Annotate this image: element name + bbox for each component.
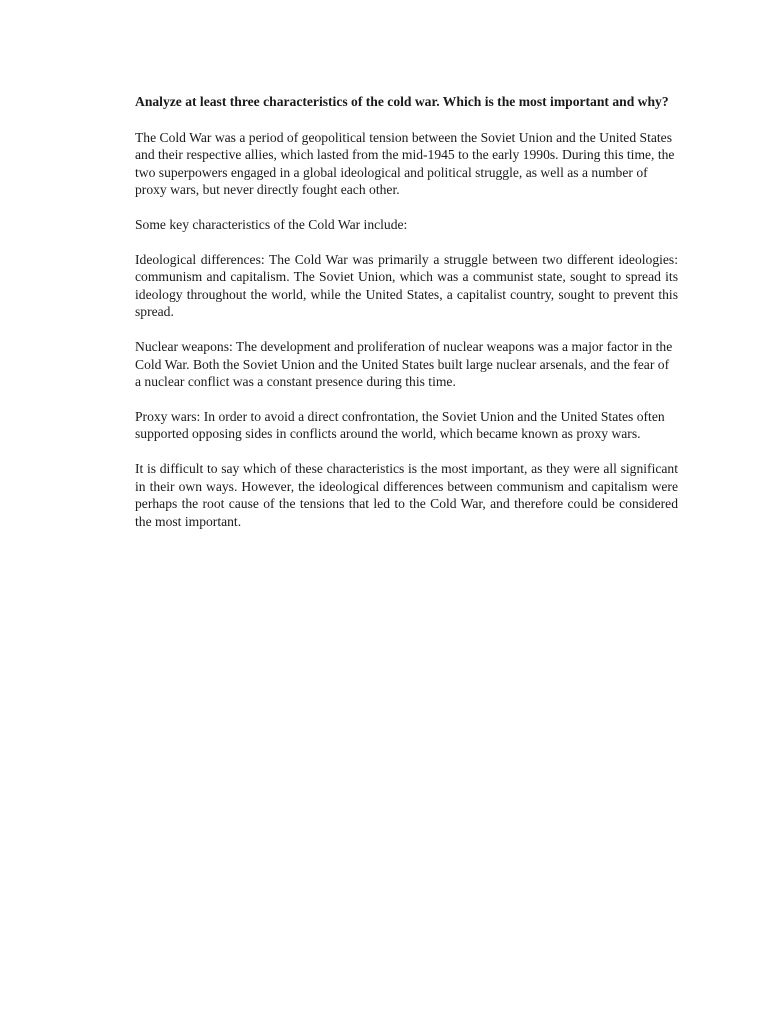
paragraph-nuclear-weapons: Nuclear weapons: The development and proliferation of nuclear weapons was a major factor in the Cold War. Both the Soviet Union and the United States built large nuclear arsenals, and the fear of a nuclear conflict was a constant presence during this time. [135, 338, 673, 390]
paragraph-intro: The Cold War was a period of geopolitical tension between the Soviet Union and the United States and their respective allies, which lasted from the mid-1945 to the early 1990s. During this time, the two superpowers engaged in a global ideological and political struggle, as well as a number of proxy wars, but never directly fought each other. [135, 129, 675, 198]
paragraph-key-characteristics: Some key characteristics of the Cold War include: [135, 216, 408, 232]
paragraph-proxy-wars: Proxy wars: In order to avoid a direct confrontation, the Soviet Union and the United States often supported opposing sides in conflicts around the world, which became known as proxy wars. [135, 408, 665, 442]
paragraph-ideological-differences: Ideological differences: The Cold War was primarily a struggle between two different ideologies: communism and capitalism. The Soviet Union, which was a communist state, sought to spread its ideology throughout the world, while the United States, a capitalist country, sought to prevent this spread. [135, 251, 678, 320]
question-heading: Analyze at least three characteristics of the cold war. Which is the most important and why? [135, 94, 669, 109]
paragraph-conclusion: It is difficult to say which of these characteristics is the most important, as they were all significant in their own ways. However, the ideological differences between communism and capitalism were perhaps the root cause of the tensions that led to the Cold War, and therefore could be considered the most important. [135, 460, 678, 529]
